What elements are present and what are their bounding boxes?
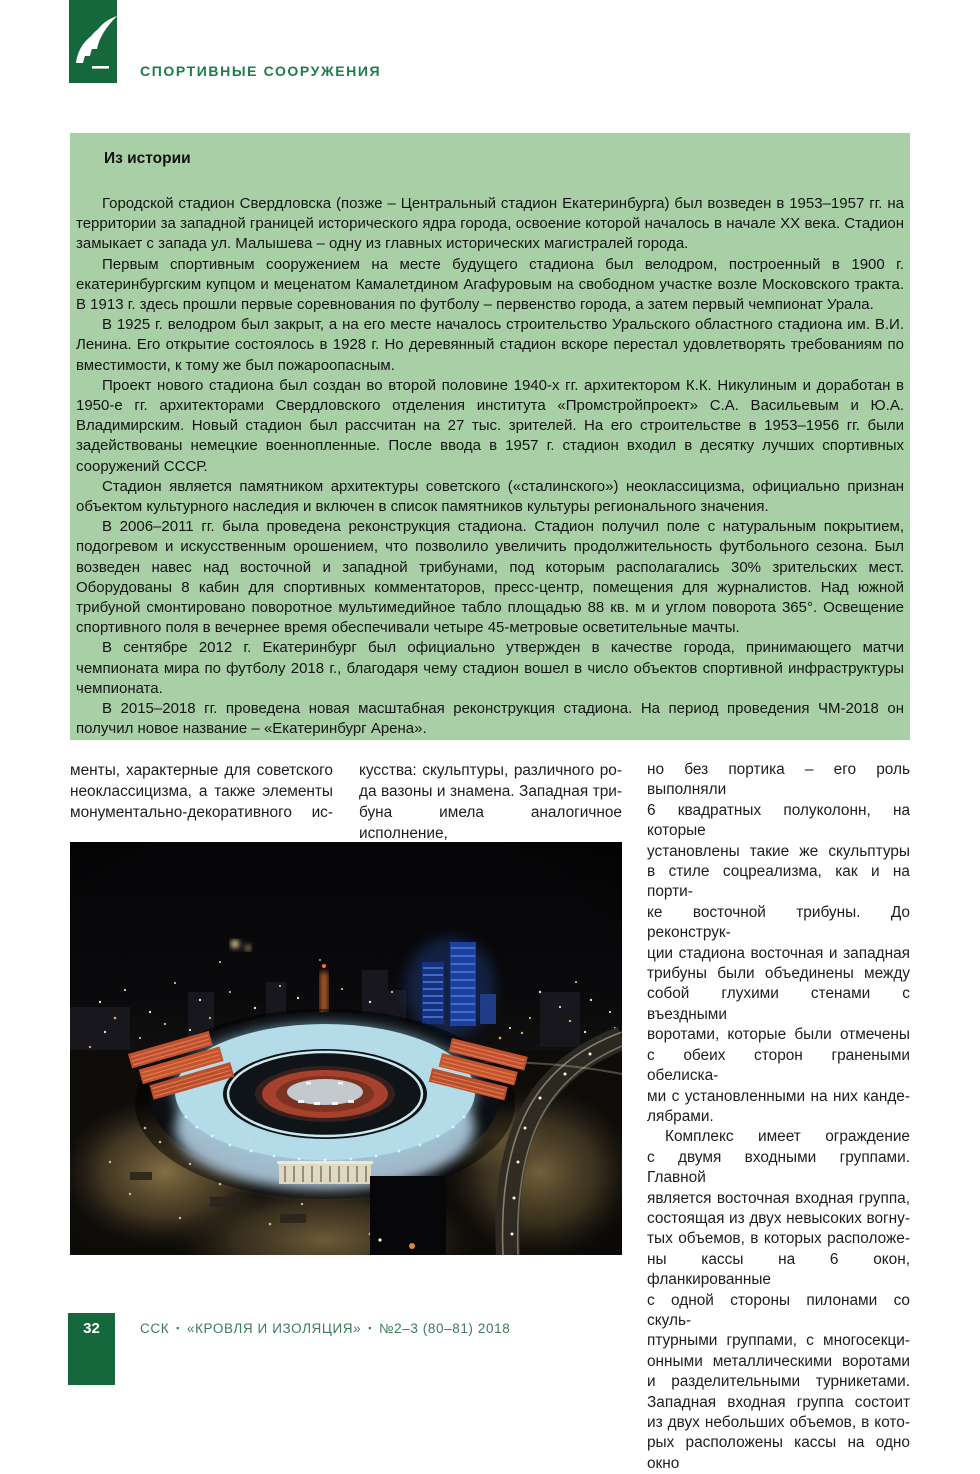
history-paragraph: Проект нового стадиона был создан во второй половине 1940-х гг. архитектором К.К. Никулиным и доработан в 1950-е гг. архитекторами Свердловского отделения института «Промстройпроект» С.А. Васильевым и Ю.А. Владимирским. Новый стадион был рассчитан на 27 тыс. зрителей. На его строительстве в 1953–1956 гг. были задействованы немецкие военнопленные. После ввода в 1957 г. стадион входил в десятку лучших спортивных сооружений СССР.	[76, 376, 904, 475]
column-line: ны кассы на 6 окон, фланкированные	[647, 1250, 910, 1289]
publisher-logo-icon	[69, 0, 117, 83]
article-column-middle	[359, 760, 622, 844]
history-paragraph: Городской стадион Свердловска (позже – Центральный стадион Екатеринбурга) был возведен в 1953–1957 гг. на территории за западной границей исторического ядра города, освоение которой началось в начале XX века. Стадион замыкает с запада ул. Малышева – одну из главных исторических магистралей города.	[76, 195, 904, 253]
publisher-logo	[69, 0, 117, 83]
column-line: буна имела аналогичное исполнение,	[359, 804, 622, 842]
column-line: лябрами.	[647, 1107, 714, 1125]
column-line: Западная входная группа состоит	[647, 1393, 910, 1411]
history-paragraph: В 1925 г. велодром был закрыт, а на его месте началось строительство Уральского областного стадиона им. В.И. Ленина. Его открытие состоялось в 1928 г. Но деревянный стадион вскоре перестал удовлетворять требованиям по вместимости, к тому же был пожароопасным.	[76, 316, 904, 374]
column-line: с двумя входными группами. Главной	[647, 1148, 910, 1187]
column-line: в стиле соцреализма, как и на порти-	[647, 863, 910, 901]
column-line: тых объемов, в которых расположе-	[647, 1230, 910, 1248]
column-line: Комплекс имеет ограждение	[665, 1128, 910, 1146]
column-line: трибуны были объединены между	[647, 965, 910, 983]
column-line: ции стадиона восточная и западная	[647, 944, 910, 962]
history-paragraph: Стадион является памятником архитектуры советского («сталинского») неоклассицизма, официально признан объектом культурного наследия и включен в список памятников культуры регионального значения.	[76, 477, 904, 516]
page-number-badge	[68, 1313, 115, 1385]
footer-separator: ▪	[368, 1323, 373, 1333]
footer-separator: ▪	[176, 1323, 180, 1333]
column-line: монументально-декоративного ис-	[70, 804, 333, 821]
stadium-photo	[70, 842, 622, 1255]
column-line: установлены такие же скульптуры	[647, 842, 910, 860]
column-line: онными металлическими воротами	[647, 1352, 910, 1370]
column-line: и разделительными турникетами.	[647, 1373, 910, 1391]
column-line: с обеих сторон гранеными обелиска-	[647, 1046, 910, 1085]
article-column-right	[647, 760, 910, 1474]
column-line: является восточная входная группа,	[647, 1189, 910, 1207]
column-line: рых расположены кассы на одно окно	[647, 1434, 910, 1472]
history-paragraph: В 2006–2011 гг. была проведена реконструкция стадиона. Стадион получил поле с натуральным покрытием, подогревом и искусственным орошением, что позволило увеличить продолжительность футбольного сезона. Был возведен навес над восточной и западной трибунами, под которым располагались 30% зрительских мест. Оборудованы 8 кабин для спортивных комментаторов, пресс-центр, помещения для журналистов. Над южной трибуной смонтировано поворотное мультимедийное табло площадью 88 кв. м и углом поворота 365°. Освещение спортивного поля в вечернее время обеспечивали четыре 45-метровые осветительные мачты.	[76, 518, 904, 637]
column-line: кусства: скульптуры, различного ро-	[359, 762, 622, 779]
footer-journal-title: «КРОВЛЯ И ИЗОЛЯЦИЯ»	[186, 1321, 362, 1336]
column-line: ке восточной трибуны. До реконструк-	[647, 903, 910, 942]
column-line: из двух небольших объемов, в кото-	[647, 1414, 910, 1431]
column-line: менты, характерные для советского	[70, 762, 333, 779]
page-number: 32	[83, 1320, 100, 1337]
column-line: птурными группами, с многосекци-	[647, 1332, 910, 1350]
column-line: состоящая из двух невысоких вогну-	[647, 1209, 910, 1227]
history-box-title: Из истории	[104, 150, 191, 167]
column-line: 6 квадратных полуколонн, на которые	[647, 801, 910, 840]
history-box	[70, 133, 910, 740]
footer-issue: №2–3 (80–81) 2018	[379, 1321, 511, 1336]
column-line: ми с установленными на них канде-	[647, 1087, 910, 1105]
column-line: да вазоны и знамена. Западная три-	[359, 783, 622, 800]
history-paragraph: Первым спортивным сооружением на месте будущего стадиона был велодром, построенный в 1900 г. екатеринбургским купцом и меценатом Камалетдином Агафуровым на свободном участке возле Московского тракта. В 1913 г. здесь прошли первые соревнования по футболу – первенство города, а затем первый чемпионат Урала.	[76, 255, 904, 314]
history-paragraph: В сентябре 2012 г. Екатеринбург был официально утвержден в качестве города, принимающего матчи чемпионата мира по футболу 2018 г., благодаря чему стадион вошел в число объектов спортивной инфраструктуры чемпионата.	[76, 639, 904, 697]
stadium-night-aerial-photo	[70, 842, 622, 1255]
column-line: собой глухими стенами с въездными	[647, 985, 910, 1023]
section-header: СПОРТИВНЫЕ СООРУЖЕНИЯ	[140, 63, 382, 79]
column-line: но без портика – его роль выполняли	[647, 761, 910, 799]
footer-journal-line	[140, 1321, 510, 1336]
article-column-left	[70, 760, 333, 823]
footer-publisher: ССК	[140, 1321, 170, 1336]
column-line: воротами, которые были отмечены	[647, 1026, 910, 1044]
history-paragraph: В 2015–2018 гг. проведена новая масштабная реконструкция стадиона. На период проведения ЧМ-2018 он получил новое название – «Екатеринбург Арена».	[76, 700, 904, 738]
column-line: неоклассицизма, а также элементы	[70, 783, 333, 800]
column-line: с одной стороны пилонами со скуль-	[647, 1291, 910, 1329]
